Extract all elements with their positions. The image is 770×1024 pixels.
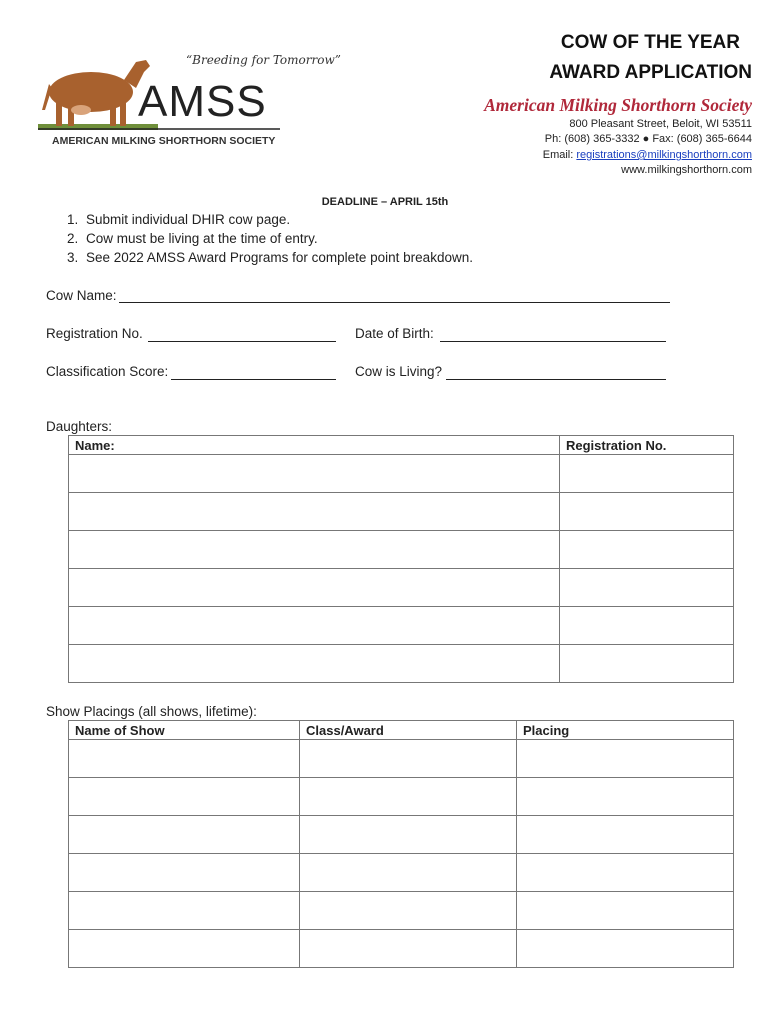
registration-no-field[interactable]	[148, 341, 336, 342]
table-cell[interactable]	[517, 854, 734, 892]
show-placings-table	[68, 720, 734, 968]
amss-logo	[36, 42, 341, 152]
org-name: American Milking Shorthorn Society	[484, 95, 752, 115]
logo-tagline: “Breeding for Tomorrow”	[186, 53, 341, 67]
table-cell[interactable]	[517, 816, 734, 854]
table-cell[interactable]	[300, 778, 517, 816]
column-header-placing: Placing	[517, 721, 734, 740]
table-cell[interactable]	[560, 531, 734, 569]
table-cell[interactable]	[300, 892, 517, 930]
table-cell[interactable]	[517, 892, 734, 930]
rule-item: 3. See 2022 AMSS Award Programs for complete point breakdown.	[82, 248, 473, 267]
org-phone-fax: Ph: (608) 365-3332 ● Fax: (608) 365-6644	[544, 133, 752, 145]
table-cell[interactable]	[560, 607, 734, 645]
table-cell[interactable]	[517, 740, 734, 778]
cow-is-living-label: Cow is Living?	[355, 364, 443, 379]
table-cell[interactable]	[517, 778, 734, 816]
table-cell[interactable]	[560, 645, 734, 683]
table-cell[interactable]	[300, 930, 517, 968]
deadline-notice: DEADLINE – APRIL 15th	[321, 196, 449, 208]
classification-score-label: Classification Score:	[46, 364, 169, 379]
table-cell[interactable]	[560, 455, 734, 493]
show-placings-label: Show Placings (all shows, lifetime):	[46, 704, 257, 719]
table-cell[interactable]	[69, 493, 560, 531]
cow-name-label: Cow Name:	[46, 288, 117, 303]
table-row	[69, 569, 734, 607]
rule-item: 1. Submit individual DHIR cow page.	[82, 210, 473, 229]
org-website: www.milkingshorthorn.com	[621, 164, 752, 176]
email-prefix: Email:	[542, 149, 577, 161]
table-cell[interactable]	[517, 930, 734, 968]
table-cell[interactable]	[69, 740, 300, 778]
rules-list	[46, 210, 473, 267]
column-header-class-award: Class/Award	[300, 721, 517, 740]
table-cell[interactable]	[69, 531, 560, 569]
table-row	[69, 816, 734, 854]
date-of-birth-field[interactable]	[440, 341, 666, 342]
table-row	[69, 854, 734, 892]
cow-is-living-field[interactable]	[446, 379, 666, 380]
logo-brand: AMSS	[138, 77, 267, 126]
registration-no-label: Registration No.	[46, 326, 143, 341]
table-cell[interactable]	[69, 645, 560, 683]
table-cell[interactable]	[69, 892, 300, 930]
table-cell[interactable]	[69, 778, 300, 816]
table-row	[69, 607, 734, 645]
form-title-line1: COW OF THE YEAR	[560, 32, 740, 53]
org-address: 800 Pleasant Street, Beloit, WI 53511	[569, 118, 752, 130]
email-link[interactable]: registrations@milkingshorthorn.com	[576, 149, 752, 161]
org-email-line	[543, 149, 752, 161]
column-header-name: Name:	[69, 436, 560, 455]
form-title-line2: AWARD APPLICATION	[549, 62, 752, 83]
table-cell[interactable]	[69, 569, 560, 607]
date-of-birth-label: Date of Birth:	[355, 326, 434, 341]
table-cell[interactable]	[560, 569, 734, 607]
table-row	[69, 493, 734, 531]
table-header-row	[69, 436, 734, 455]
table-cell[interactable]	[69, 816, 300, 854]
cow-name-field[interactable]	[119, 302, 670, 303]
table-row	[69, 645, 734, 683]
table-row	[69, 531, 734, 569]
table-cell[interactable]	[300, 740, 517, 778]
table-row	[69, 740, 734, 778]
column-header-registration: Registration No.	[560, 436, 734, 455]
table-row	[69, 455, 734, 493]
table-row	[69, 892, 734, 930]
column-header-show: Name of Show	[69, 721, 300, 740]
classification-score-field[interactable]	[171, 379, 336, 380]
table-row	[69, 930, 734, 968]
table-row	[69, 778, 734, 816]
rule-item: 2. Cow must be living at the time of entry.	[82, 229, 473, 248]
table-header-row	[69, 721, 734, 740]
daughters-table	[68, 435, 734, 683]
logo-brand-full: AMERICAN MILKING SHORTHORN SOCIETY	[52, 135, 276, 147]
table-cell[interactable]	[300, 854, 517, 892]
table-cell[interactable]	[69, 607, 560, 645]
table-cell[interactable]	[69, 854, 300, 892]
table-cell[interactable]	[560, 493, 734, 531]
table-cell[interactable]	[300, 816, 517, 854]
table-cell[interactable]	[69, 455, 560, 493]
table-cell[interactable]	[69, 930, 300, 968]
daughters-label: Daughters:	[46, 419, 113, 434]
cow-logo-icon	[36, 42, 341, 152]
